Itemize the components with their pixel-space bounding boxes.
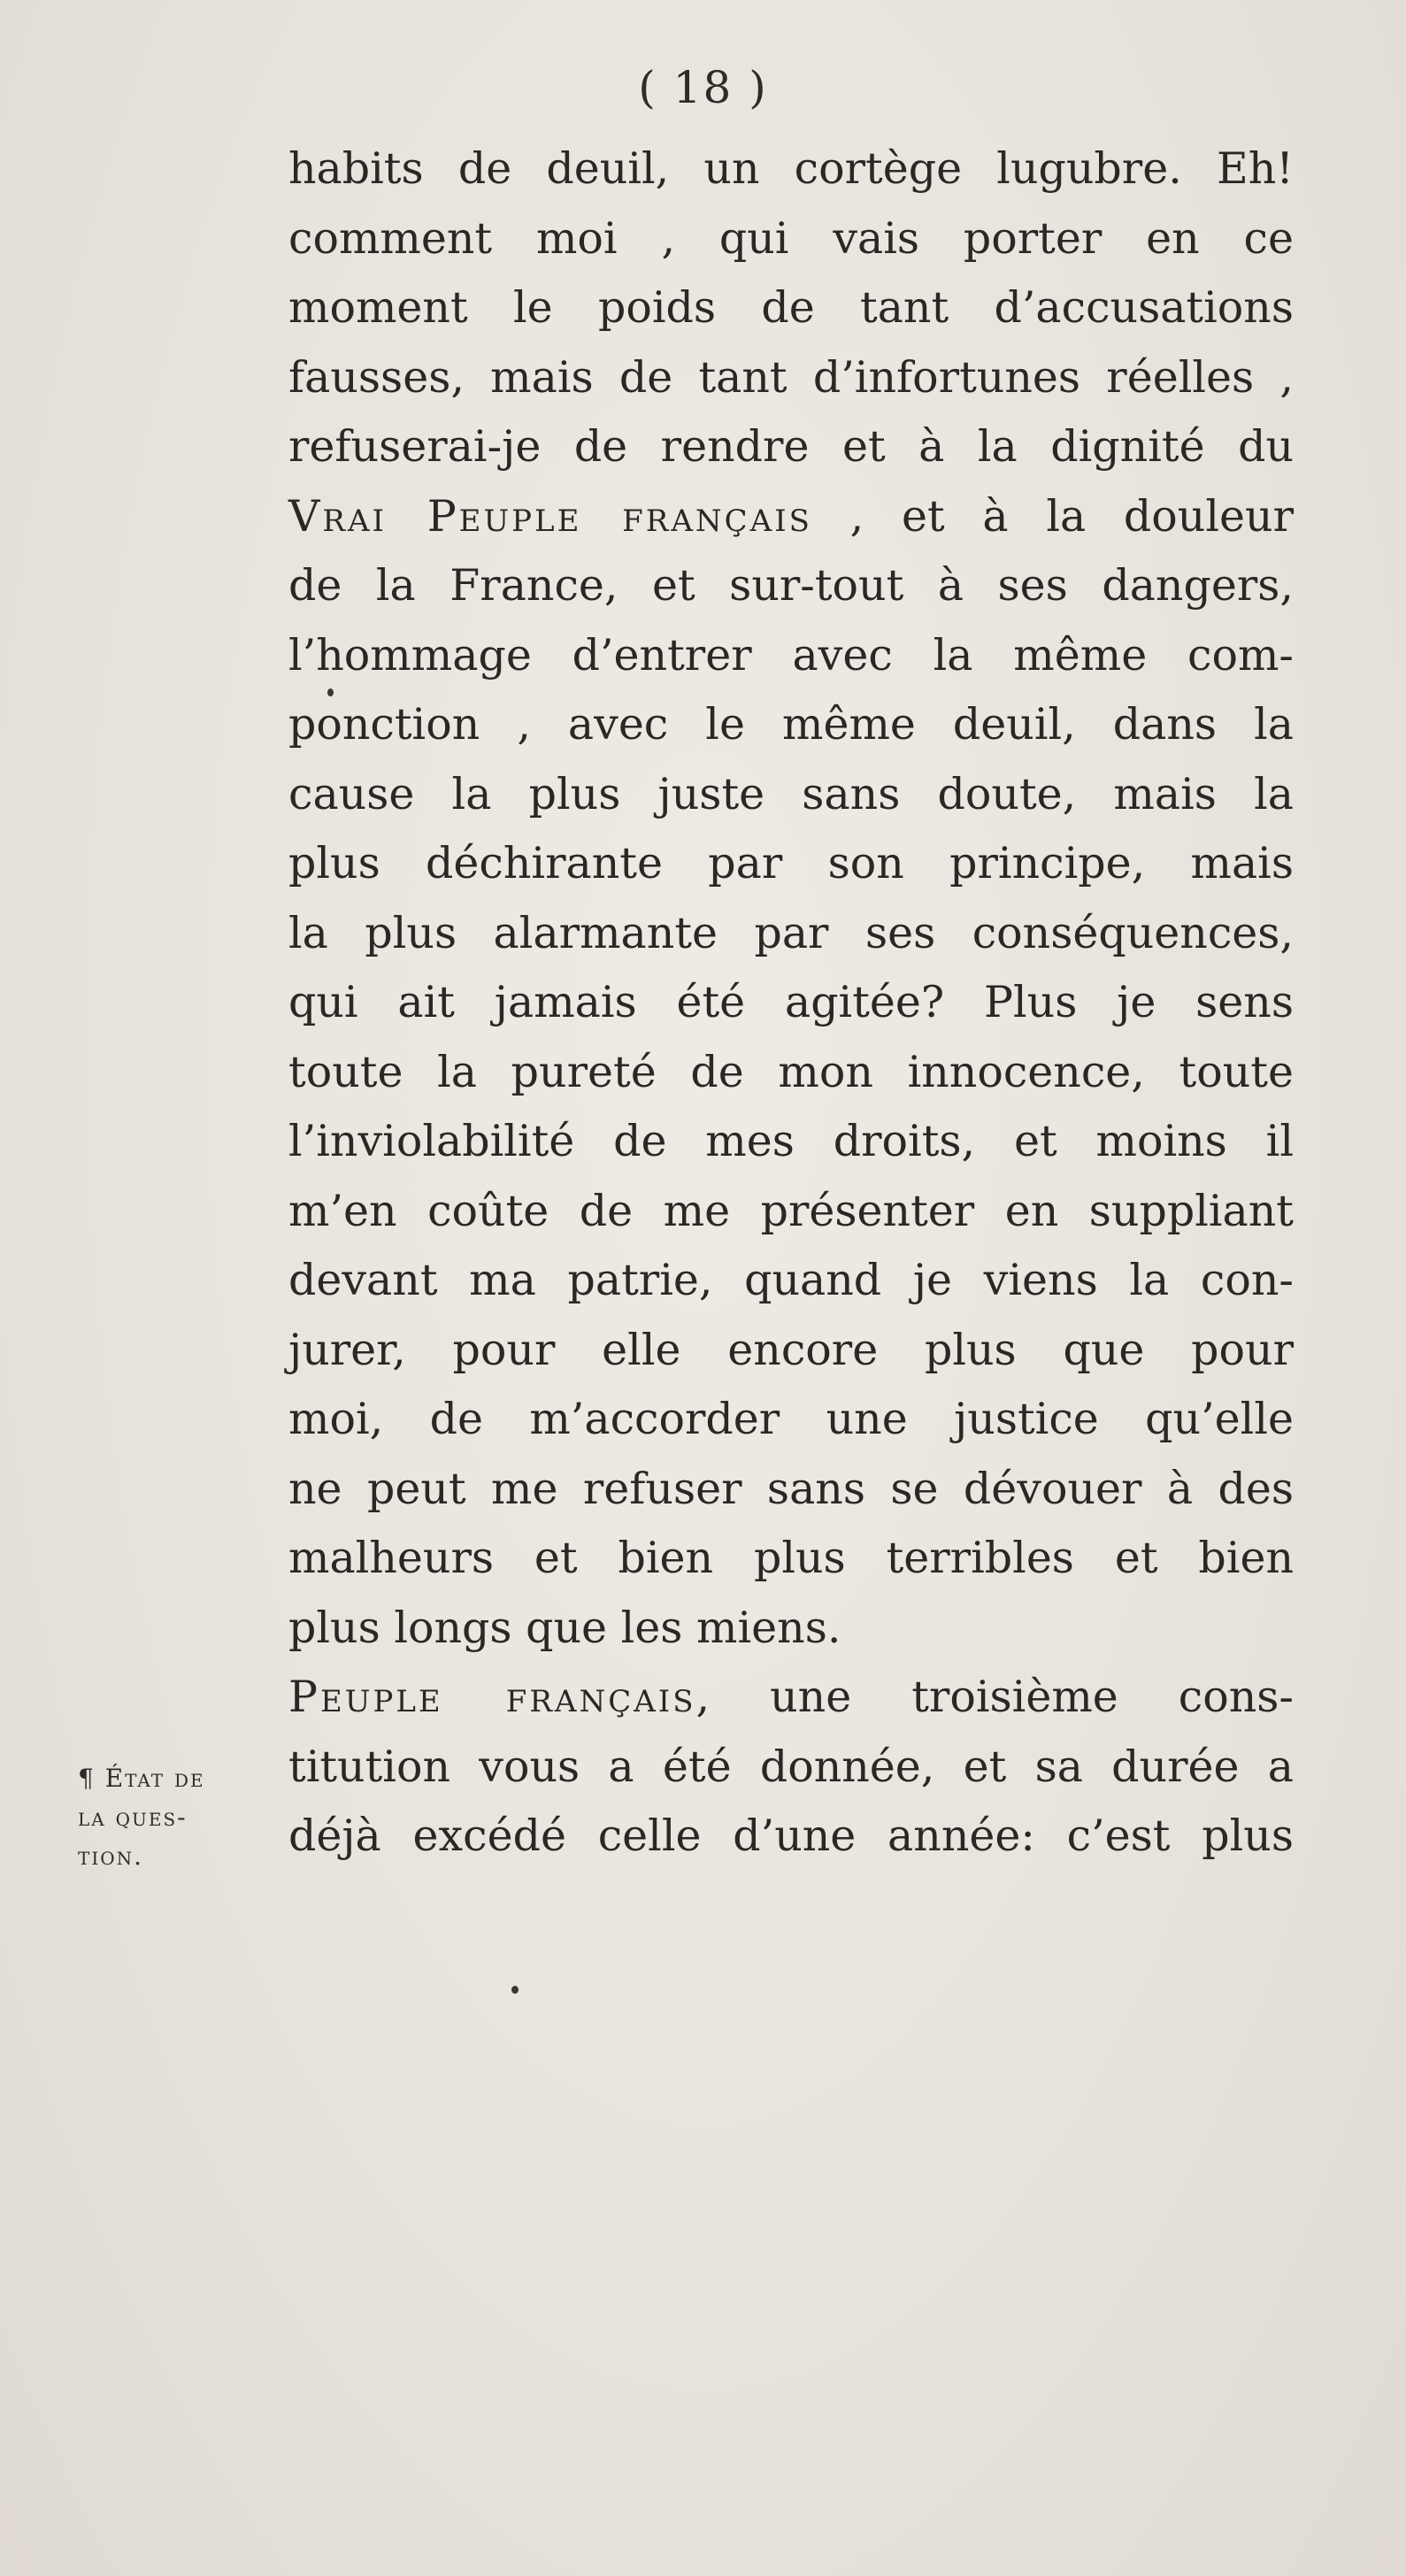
text-line: devant ma patrie, quand je viens la con- <box>288 1255 1294 1305</box>
text-line: déjà excédé celle d’une année: c’est plus <box>288 1811 1294 1861</box>
text-line: fausses, mais de tant d’infortunes réelles , <box>288 351 1294 403</box>
text-line: malheurs et bien plus terribles et bien <box>288 1533 1294 1583</box>
text-line: refuserai-je de rendre et à la dignité du <box>288 421 1294 472</box>
page-number: ( 18 ) <box>638 62 768 113</box>
text-line: ponction , avec le même deuil, dans la <box>288 699 1294 750</box>
text-line: moment le poids de tant d’accusations <box>288 282 1294 333</box>
text-line: jurer, pour elle encore plus que pour <box>288 1324 1294 1375</box>
margin-note-line: la ques- <box>78 1803 188 1832</box>
margin-note-line: ¶ État de <box>78 1764 205 1793</box>
line-continuation: , une troisième cons- <box>695 1672 1294 1722</box>
small-caps-phrase: Peuple français <box>288 1672 696 1722</box>
line-continuation: , et à la douleur <box>811 490 1295 542</box>
text-line <box>288 1663 1294 1733</box>
body-text <box>288 135 1294 1872</box>
ink-speck <box>511 1986 519 1994</box>
text-line <box>288 482 1294 552</box>
text-line: l’hommage d’entrer avec la même com- <box>288 629 1294 681</box>
ink-speck <box>327 688 334 696</box>
margin-note-line: tion. <box>78 1842 144 1871</box>
text-line: comment moi , qui vais porter en ce <box>288 212 1294 264</box>
text-line: moi, de m’accorder une justice qu’elle <box>288 1394 1294 1444</box>
text-line: plus déchirante par son principe, mais <box>288 838 1294 888</box>
text-line: plus longs que les miens. <box>288 1602 841 1653</box>
text-line: de la France, et sur-tout à ses dangers, <box>288 560 1294 611</box>
text-line: cause la plus juste sans doute, mais la <box>288 768 1294 819</box>
text-line: ne peut me refuser sans se dévouer à des <box>288 1463 1294 1514</box>
text-line: habits de deuil, un cortège lugubre. Eh! <box>288 143 1294 194</box>
text-line: titution vous a été donnée, et sa durée a <box>288 1741 1294 1792</box>
text-line: qui ait jamais été agitée? Plus je sens <box>288 977 1294 1027</box>
small-caps-phrase: Vrai Peuple français <box>288 490 812 542</box>
text-line: la plus alarmante par ses conséquences, <box>288 907 1294 958</box>
text-line: toute la pureté de mon innocence, toute <box>288 1046 1294 1097</box>
margin-note <box>78 1759 290 1876</box>
text-line: m’en coûte de me présenter en suppliant <box>288 1185 1294 1236</box>
text-line: l’inviolabilité de mes droits, et moins il <box>288 1116 1294 1166</box>
